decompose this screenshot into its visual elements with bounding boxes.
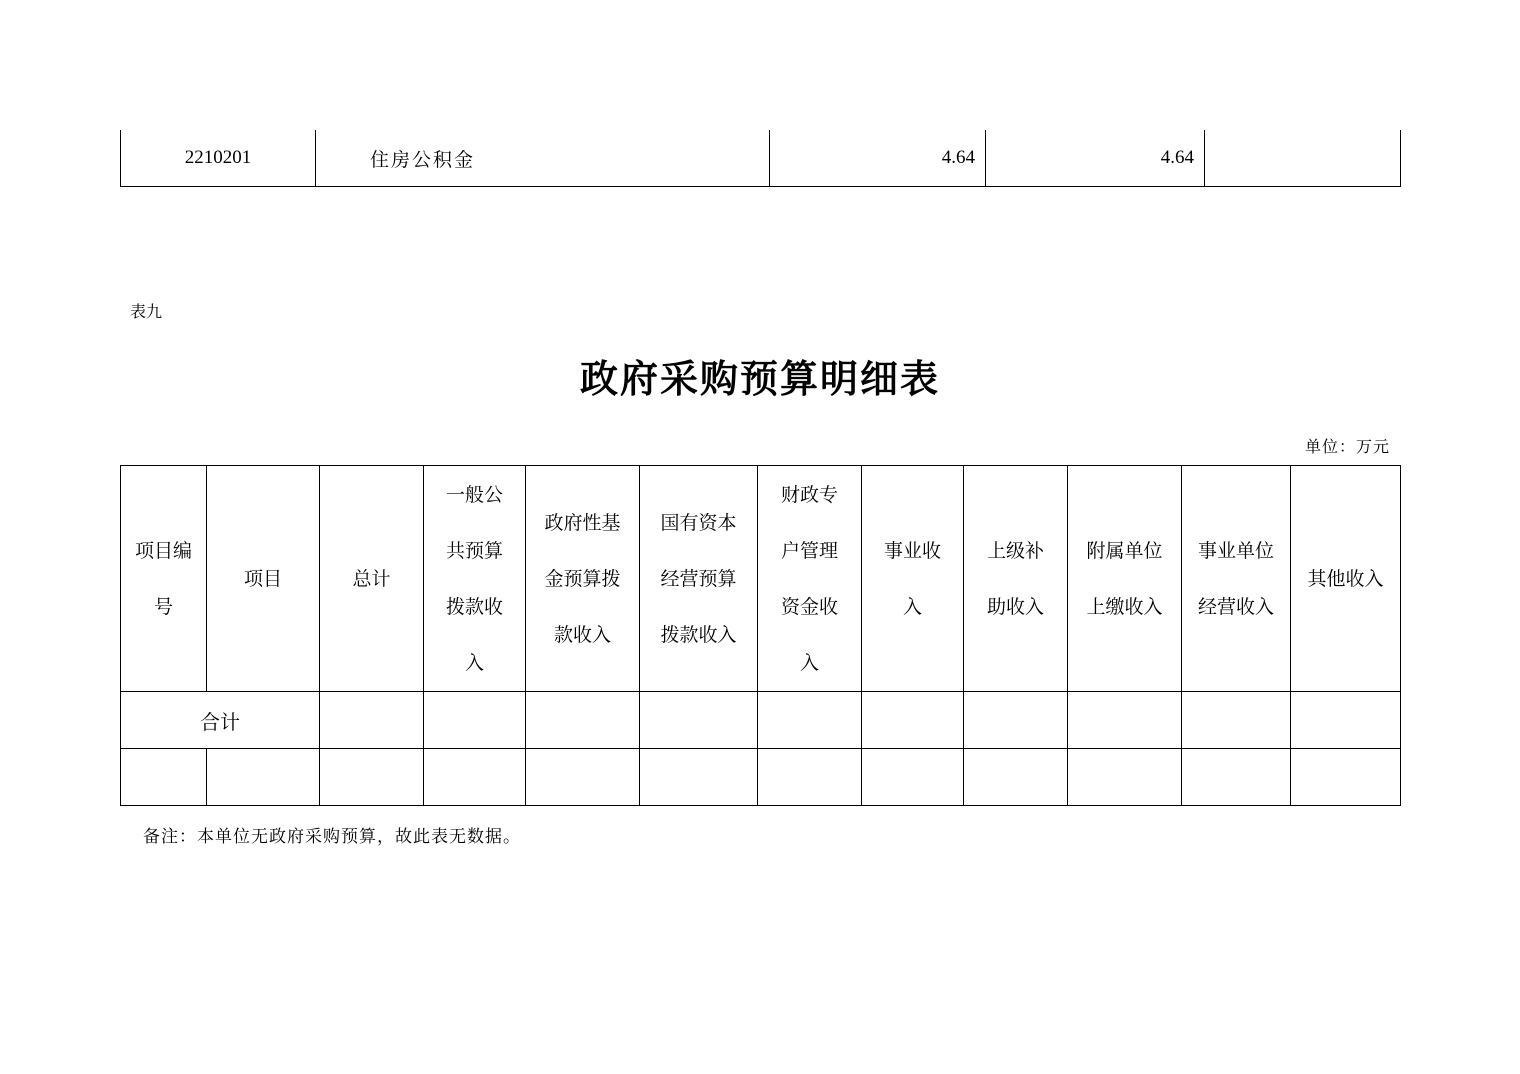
header-cell <box>1291 466 1401 692</box>
budget-detail-table-continued <box>120 130 1401 187</box>
header-label: 一般公 共预算 拨款收 入 <box>445 483 503 674</box>
table-cell <box>862 749 964 806</box>
table-cell <box>640 749 758 806</box>
header-label: 其他收入 <box>1307 567 1384 590</box>
unit-label: 单位：万元 <box>1304 437 1390 456</box>
table-cell <box>758 749 862 806</box>
table-cell <box>1068 692 1182 749</box>
header-label: 附属单位 上缴收入 <box>1086 539 1163 618</box>
header-label: 事业单位 经营收入 <box>1197 539 1274 618</box>
table-cell <box>1291 749 1401 806</box>
table-number-label: 表九 <box>130 302 163 321</box>
header-label: 上级补 助收入 <box>986 539 1044 618</box>
table-cell <box>1291 692 1401 749</box>
table-cell <box>862 692 964 749</box>
table-cell <box>207 749 320 806</box>
table-cell <box>121 749 207 806</box>
page-title: 政府采购预算明细表 <box>579 356 940 401</box>
header-cell <box>320 466 424 692</box>
header-label: 财政专 户管理 资金收 入 <box>780 483 838 674</box>
table-cell <box>964 692 1068 749</box>
table-cell <box>320 692 424 749</box>
footnote: 备注：本单位无政府采购预算，故此表无数据。 <box>143 827 521 847</box>
header-cell <box>1182 466 1291 692</box>
table-cell <box>964 749 1068 806</box>
amount-cell: 4.64 <box>770 130 986 187</box>
header-cell <box>862 466 964 692</box>
table-cell <box>1182 749 1291 806</box>
item-name-cell: 住房公积金 <box>316 130 770 187</box>
table-cell <box>424 749 526 806</box>
table-cell <box>424 692 526 749</box>
header-cell <box>424 466 526 692</box>
total-row <box>121 692 1401 749</box>
header-cell <box>121 466 207 692</box>
table-cell <box>320 749 424 806</box>
table-cell <box>526 692 640 749</box>
header-label: 国有资本 经营预算 拨款收入 <box>660 511 737 646</box>
header-label: 项目编 号 <box>134 539 192 618</box>
header-cell <box>964 466 1068 692</box>
amount-cell <box>1205 130 1401 187</box>
table-cell <box>526 749 640 806</box>
table-row <box>121 130 1401 187</box>
table-row <box>121 749 1401 806</box>
header-label: 政府性基 金预算拨 款收入 <box>544 511 621 646</box>
header-label: 事业收 入 <box>883 539 941 618</box>
header-cell <box>526 466 640 692</box>
header-cell <box>758 466 862 692</box>
header-cell <box>207 466 320 692</box>
table-cell <box>640 692 758 749</box>
header-label: 项目 <box>243 567 282 590</box>
item-code-cell: 2210201 <box>121 130 316 187</box>
table-cell <box>758 692 862 749</box>
procurement-budget-table <box>120 465 1401 806</box>
header-row <box>121 466 1401 692</box>
amount-cell: 4.64 <box>986 130 1205 187</box>
header-label: 总计 <box>352 567 391 590</box>
table-cell <box>1068 749 1182 806</box>
table-cell <box>1182 692 1291 749</box>
header-cell <box>640 466 758 692</box>
total-label-cell: 合计 <box>121 692 320 749</box>
header-cell <box>1068 466 1182 692</box>
